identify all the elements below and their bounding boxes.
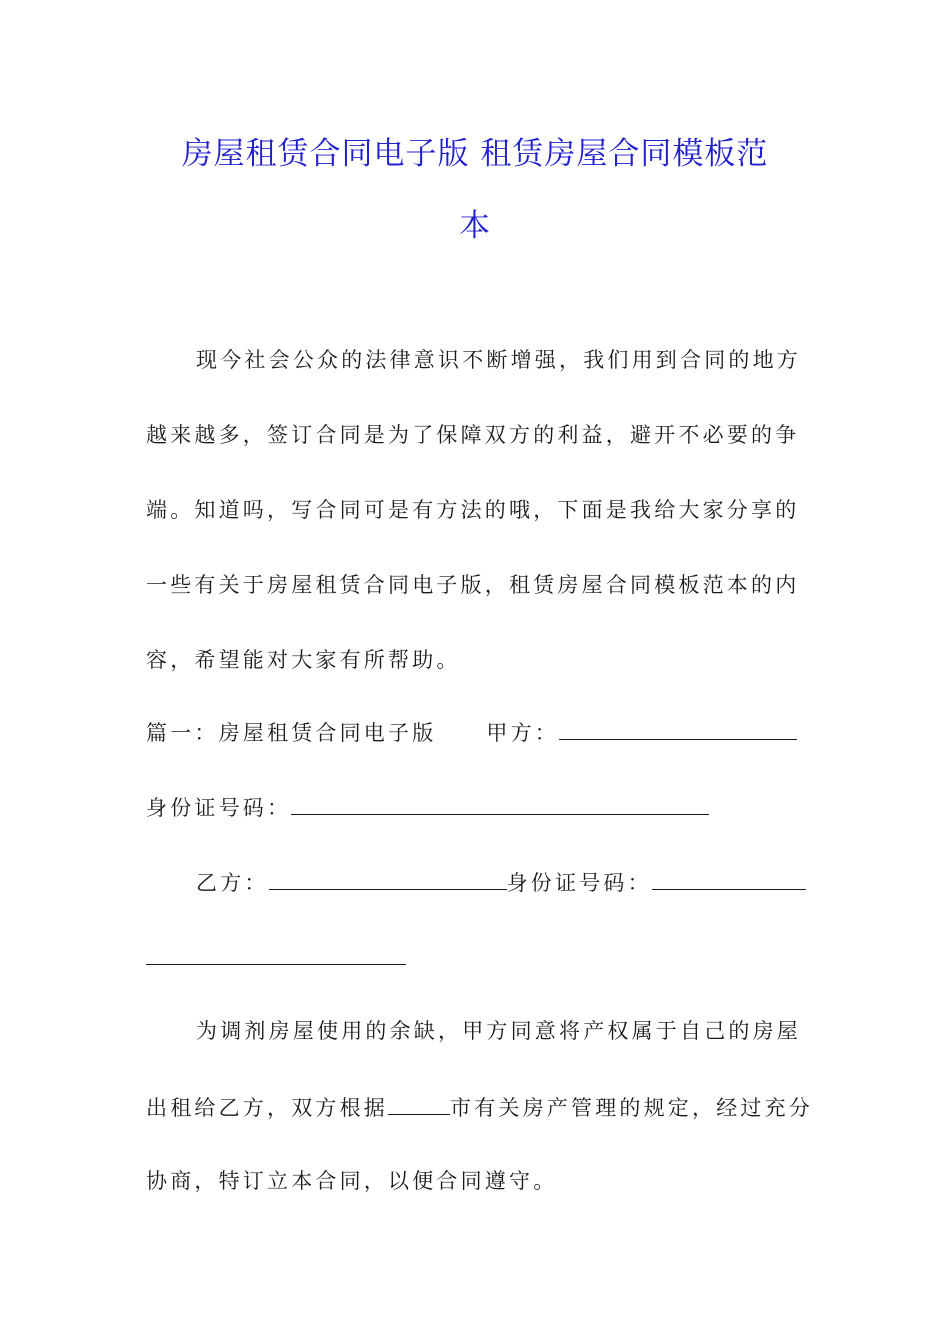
- intro-line-3: 端。知道吗，写合同可是有方法的哦，下面是我给大家分享的: [146, 498, 800, 522]
- party-a-label: 甲方：: [486, 721, 560, 745]
- preamble-line-2: [146, 1093, 813, 1123]
- document-title-line-1: 房屋租赁合同电子版 租赁房屋合同模板范: [181, 136, 769, 172]
- intro-line-2: 越来越多，签订合同是为了保障双方的利益，避开不必要的争: [146, 423, 800, 447]
- preamble-line-2-start: 出租给乙方，双方根据: [146, 1096, 388, 1120]
- party-b-label: 乙方：: [196, 871, 269, 895]
- preamble-line-1: 为调剂房屋使用的余缺，甲方同意将产权属于自己的房屋: [196, 1019, 801, 1043]
- document-title-line-2: 本: [459, 208, 491, 244]
- party-a-row: [146, 718, 797, 748]
- party-a-id-label: 身份证号码：: [146, 796, 292, 820]
- party-a-id-blank[interactable]: [291, 794, 709, 815]
- preamble-line-2-end: 市有关房产管理的规定，经过充分: [450, 1096, 813, 1120]
- party-b-blank[interactable]: [269, 869, 507, 890]
- intro-line-5: 容，希望能对大家有所帮助。: [146, 648, 461, 672]
- party-b-id-continuation-row: [146, 943, 406, 973]
- party-b-id-label: 身份证号码：: [506, 871, 652, 895]
- section-heading: 篇一：房屋租赁合同电子版: [146, 721, 437, 745]
- party-b-row: [196, 868, 806, 898]
- preamble-line-3: 协商，特订立本合同，以便合同遵守。: [146, 1169, 558, 1193]
- intro-line-4: 一些有关于房屋租赁合同电子版，租赁房屋合同模板范本的内: [146, 573, 800, 597]
- party-a-blank[interactable]: [559, 719, 797, 740]
- city-blank[interactable]: [388, 1094, 450, 1115]
- party-a-id-row: [146, 793, 709, 823]
- intro-line-1: 现今社会公众的法律意识不断增强，我们用到合同的地方: [196, 348, 801, 372]
- party-b-id-blank-continued[interactable]: [146, 944, 406, 965]
- party-b-id-blank[interactable]: [652, 869, 806, 890]
